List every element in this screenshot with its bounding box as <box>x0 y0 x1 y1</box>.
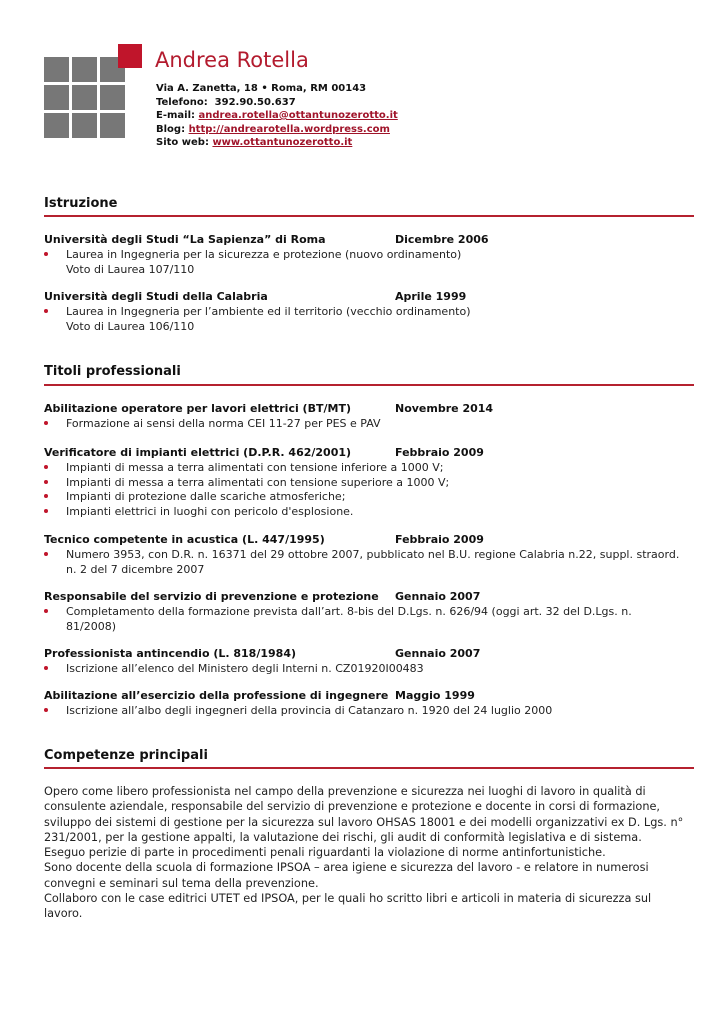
entry-title: Abilitazione all’esercizio della professione di ingegnere <box>44 689 389 702</box>
logo-square <box>72 85 97 110</box>
list-item <box>44 461 684 476</box>
bullet-icon <box>44 666 48 670</box>
logo-square <box>44 57 69 82</box>
entry-title: Università degli Studi della Calabria <box>44 290 268 303</box>
list-item <box>44 417 684 432</box>
email-line <box>156 109 398 123</box>
list-item <box>44 605 684 634</box>
section-title-titles: Titoli professionali <box>44 364 181 379</box>
paragraph: Eseguo perizie di parte in procedimenti penali riguardanti la violazione di norme antinfortunistiche. <box>44 846 606 860</box>
list-item-text: Iscrizione all’elenco del Ministero degli Interni n. CZ01920I00483 <box>66 662 424 675</box>
section-title-skills: Competenze principali <box>44 748 208 763</box>
paragraph: Opero come libero professionista nel campo della prevenzione e sicurezza nei luoghi di lavoro in qualità di consulente aziendale, responsabile del servizio di prevenzione e protezione e docente in corsi di formazione, sviluppo dei sistemi di gestione per la sicurezza sul lavoro OHSAS 18001 e dei modelli organizzativi ex D. Lgs. n° 231/2001, per la gestione appalti, la valutazione dei rischi, gli audit di conformità legislativa e di sistema. <box>44 785 684 844</box>
bullet-icon <box>44 552 48 556</box>
logo-accent-square <box>118 44 142 68</box>
bullet-icon <box>44 252 48 256</box>
entry-date: Aprile 1999 <box>395 290 467 303</box>
education-entry <box>44 290 684 334</box>
bullet-icon <box>44 421 48 425</box>
contact-block <box>156 82 398 150</box>
entry-title: Professionista antincendio (L. 818/1984) <box>44 647 296 660</box>
list-item <box>44 305 684 320</box>
logo-square <box>100 113 125 138</box>
logo-square <box>72 113 97 138</box>
entry-title: Responsabile del servizio di prevenzione e protezione <box>44 590 379 603</box>
list-item <box>44 662 684 677</box>
entry-date: Gennaio 2007 <box>395 590 481 603</box>
bullet-icon <box>44 465 48 469</box>
blog-line <box>156 123 398 137</box>
entry-date: Maggio 1999 <box>395 689 475 702</box>
bullet-icon <box>44 309 48 313</box>
entry-date: Gennaio 2007 <box>395 647 481 660</box>
email-link[interactable]: andrea.rotella@ottantunozerotto.it <box>198 110 398 121</box>
title-entry <box>44 689 684 719</box>
phone-label: Telefono: <box>156 96 208 108</box>
entry-title: Tecnico competente in acustica (L. 447/1995) <box>44 533 325 546</box>
education-entry <box>44 233 684 277</box>
entry-note: Voto di Laurea 107/110 <box>66 262 195 276</box>
entry-note: Voto di Laurea 106/110 <box>66 319 195 333</box>
section-divider <box>44 767 694 769</box>
list-item-text: Impianti elettrici in luoghi con pericolo d'esplosione. <box>66 504 354 518</box>
list-item <box>44 490 684 505</box>
page-title: Andrea Rotella <box>155 48 309 72</box>
paragraph: Collaboro con le case editrici UTET ed IPSOA, per le quali ho scritto libri e articoli in materia di sicurezza sul lavoro. <box>44 892 652 921</box>
blog-label: Blog: <box>156 123 186 135</box>
bullet-icon <box>44 509 48 513</box>
phone-value: 392.90.50.637 <box>214 96 296 108</box>
list-item-text: Impianti di messa a terra alimentati con tensione inferiore a 1000 V; <box>66 461 444 474</box>
title-entry <box>44 446 684 519</box>
address: Via A. Zanetta, 18 • Roma, RM 00143 <box>156 83 367 94</box>
list-item-text: Numero 3953, con D.R. n. 16371 del 29 ottobre 2007, pubblicato nel B.U. regione Calabria n.22, suppl. straord. n. 2 del 7 dicembre 2007 <box>66 548 680 576</box>
entry-date: Dicembre 2006 <box>395 233 489 246</box>
list-item-text: Laurea in Ingegneria per la sicurezza e protezione (nuovo ordinamento) <box>66 248 462 261</box>
list-item <box>44 505 684 520</box>
list-item-text: Impianti di protezione dalle scariche atmosferiche; <box>66 490 346 503</box>
entry-title: Abilitazione operatore per lavori elettrici (BT/MT) <box>44 402 351 415</box>
logo-square <box>100 85 125 110</box>
list-item <box>44 704 684 719</box>
list-item <box>44 248 684 263</box>
bullet-icon <box>44 494 48 498</box>
title-entry <box>44 402 684 432</box>
title-entry <box>44 647 684 677</box>
list-item-text: Impianti di messa a terra alimentati con tensione superiore a 1000 V; <box>66 475 450 489</box>
site-label: Sito web: <box>156 137 209 148</box>
section-divider <box>44 384 694 386</box>
paragraph: Sono docente della scuola di formazione IPSOA – area igiene e sicurezza del lavoro - e relatore in numerosi convegni e seminari sul tema della prevenzione. <box>44 861 649 890</box>
list-item <box>44 548 684 577</box>
site-line <box>156 136 398 150</box>
entry-date: Novembre 2014 <box>395 402 494 415</box>
bullet-icon <box>44 708 48 712</box>
phone-line <box>156 96 398 110</box>
logo-square <box>44 85 69 110</box>
logo <box>44 44 144 144</box>
list-item-text: Laurea in Ingegneria per l’ambiente ed il territorio (vecchio ordinamento) <box>66 305 471 318</box>
section-divider <box>44 215 694 217</box>
logo-square <box>44 113 69 138</box>
list-item-text: Formazione ai sensi della norma CEI 11-27 per PES e PAV <box>66 417 381 430</box>
list-item <box>44 476 684 491</box>
bullet-icon <box>44 609 48 613</box>
entry-date: Febbraio 2009 <box>395 533 484 546</box>
blog-link[interactable]: http://andrearotella.wordpress.com <box>188 123 390 135</box>
entry-title: Università degli Studi “La Sapienza” di Roma <box>44 233 326 246</box>
skills-text <box>44 784 684 922</box>
entry-date: Febbraio 2009 <box>395 446 484 459</box>
section-title-education: Istruzione <box>44 196 118 211</box>
title-entry <box>44 590 684 634</box>
site-link[interactable]: www.ottantunozerotto.it <box>212 137 353 148</box>
list-item-text: Iscrizione all’albo degli ingegneri della provincia di Catanzaro n. 1920 del 24 luglio 2000 <box>66 704 553 717</box>
logo-square <box>72 57 97 82</box>
title-entry <box>44 533 684 577</box>
list-item-text: Completamento della formazione prevista dall’art. 8-bis del D.Lgs. n. 626/94 (oggi art. 32 del D.Lgs. n. 81/2008) <box>66 605 632 633</box>
entry-title: Verificatore di impianti elettrici (D.P.R. 462/2001) <box>44 446 352 459</box>
bullet-icon <box>44 480 48 484</box>
email-label: E-mail: <box>156 110 196 121</box>
